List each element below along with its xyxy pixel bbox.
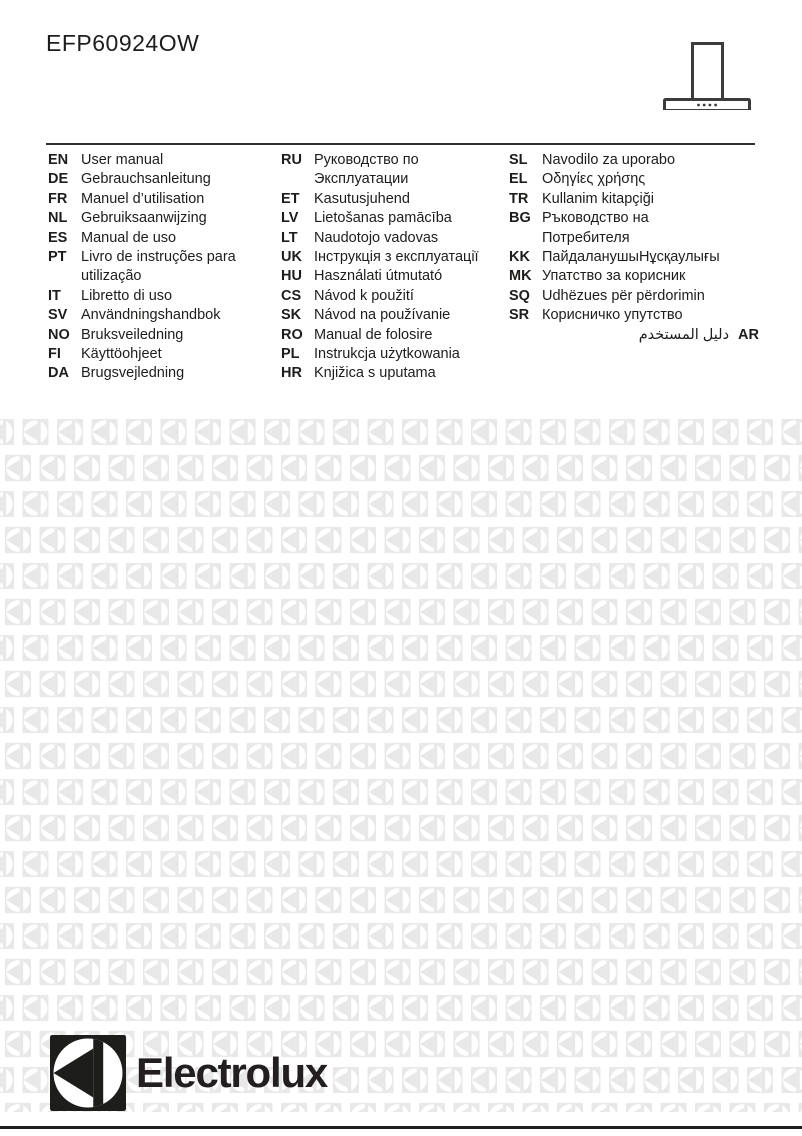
language-label: Libretto di uso [81,287,173,304]
header-divider [46,143,755,145]
language-code: IT [48,287,61,304]
language-code: SR [509,307,530,324]
language-label: Használati útmutató [314,268,443,285]
language-entry [509,209,759,248]
language-label: Kullanim kitapçiği [542,190,655,207]
language-code: EN [48,152,69,168]
brand-pattern-background [0,418,802,1112]
language-code: FR [48,190,68,207]
language-label: Οδηγίες χρήσης [542,171,646,188]
language-entry [281,306,509,325]
cooker-hood-icon [663,42,751,110]
language-entry [48,364,273,383]
language-code: FI [48,346,61,363]
language-code: SQ [509,287,530,304]
language-entry [48,229,273,248]
language-entry [48,209,273,228]
language-label: Gebruiksaanwijzing [81,210,207,227]
language-code: PL [281,346,300,363]
language-entry [509,248,759,267]
language-entry [281,267,509,286]
language-code: NO [48,326,70,343]
language-label: Brugsvejledning [81,365,185,382]
language-label: Gebrauchsanleitung [81,171,211,188]
language-entry [281,248,509,267]
language-entry [48,170,273,189]
language-code: SV [48,307,68,324]
language-column-2 [281,151,509,384]
language-label: Kasutusjuhend [314,190,410,207]
language-label: Návod k použití [314,287,414,304]
language-entry [48,306,273,325]
language-code: ET [281,190,300,207]
language-label: ПайдаланушыНұсқаулығы [542,249,720,266]
language-code: RO [281,326,303,343]
language-entry [281,364,509,383]
language-code: DA [48,365,69,382]
language-entry [509,267,759,286]
language-code: HU [281,268,302,285]
language-code: UK [281,249,302,266]
language-entry [281,151,509,190]
language-entry [48,326,273,345]
language-entry [509,287,759,306]
language-entry [48,287,273,306]
language-label: Udhëzues për përdorimin [542,287,705,304]
language-column-1 [48,151,273,384]
language-label: Manual de folosire [314,326,433,343]
language-label: Livro de instruções para utilização [81,249,236,285]
product-model-number: EFP60924OW [46,30,200,56]
language-code: SL [509,152,528,168]
language-label: Navodilo za uporabo [542,152,676,168]
language-entry [281,345,509,364]
language-code: HR [281,365,302,382]
language-code: CS [281,287,302,304]
language-label: Bruksveiledning [81,326,184,343]
language-label: دليل المستخدم [638,326,730,343]
language-label: User manual [81,152,164,168]
language-code: AR [738,326,759,343]
language-label: Ръководство на Потребителя [542,210,649,246]
language-code: NL [48,210,68,227]
language-code: BG [509,210,531,227]
language-code: RU [281,152,302,168]
electrolux-mark-pattern [0,418,802,1112]
language-code: LT [281,229,298,246]
language-code: LV [281,210,299,227]
language-entry [48,248,273,287]
language-label: Корисничко упутство [542,307,683,324]
electrolux-logo [50,1035,327,1111]
language-entry [281,287,509,306]
language-code: DE [48,171,69,188]
language-label: Käyttöohjeet [81,346,162,363]
language-entry [509,190,759,209]
language-column-3 [509,151,759,345]
language-label: Інструкція з експлуатації [314,249,479,266]
language-code: PT [48,249,67,266]
language-entry [509,306,759,325]
language-code: KK [509,249,530,266]
language-label: Manual de uso [81,229,177,246]
language-entry [281,209,509,228]
language-label: Knjižica s uputama [314,365,436,382]
language-label: Lietošanas pamācība [314,210,452,227]
electrolux-mark-icon [50,1035,126,1111]
language-entry [48,151,273,170]
language-code: SK [281,307,302,324]
language-label: Naudotojo vadovas [314,229,439,246]
language-entry [48,345,273,364]
language-entry [281,190,509,209]
language-label: Manuel d’utilisation [81,190,205,207]
language-entry [509,326,759,345]
language-label: Упатство за корисник [542,268,686,285]
language-code: ES [48,229,68,246]
language-label: Användningshandbok [81,307,221,324]
language-code: TR [509,190,529,207]
language-entry [48,190,273,209]
language-label: Návod na používanie [314,307,451,324]
language-entry [281,229,509,248]
footer-rule [0,1126,802,1129]
language-code: EL [509,171,528,188]
language-entry [509,151,759,170]
language-code: MK [509,268,532,285]
language-label: Instrukcja użytkowania [314,346,460,363]
language-entry [281,326,509,345]
electrolux-wordmark: Electrolux [136,1049,328,1096]
language-label: Руководство по Эксплуатации [314,152,419,188]
language-entry [509,170,759,189]
